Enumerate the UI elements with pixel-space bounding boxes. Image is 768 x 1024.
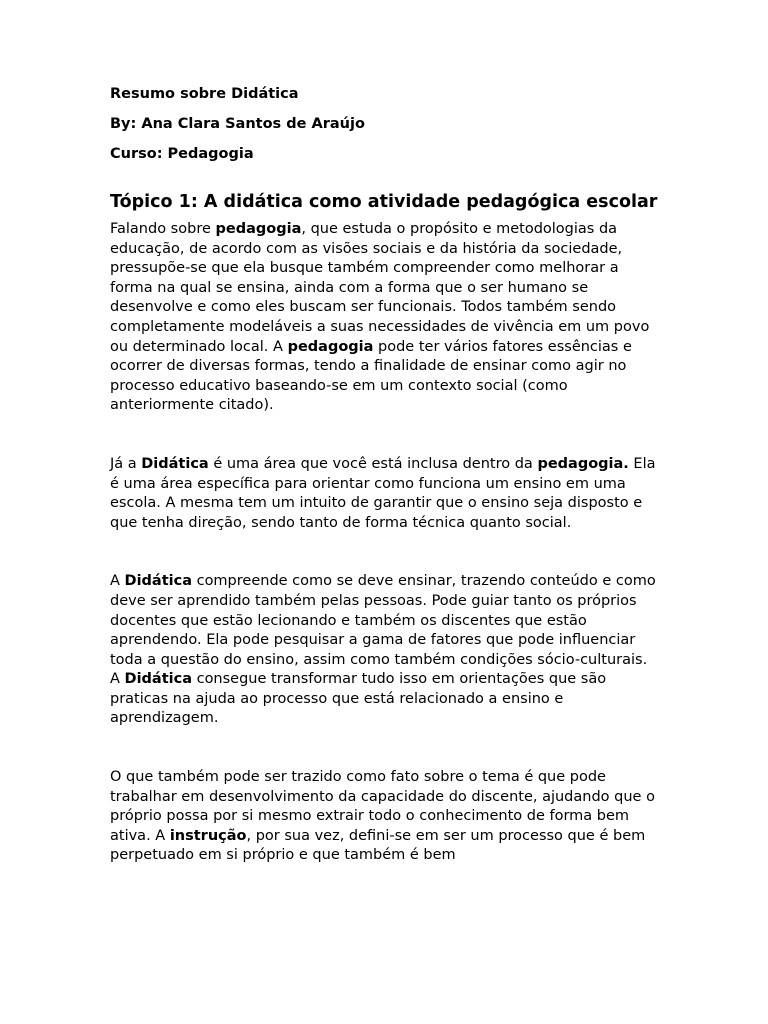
paragraph-text: pode ter vários fatores essências e ocorrer de diversas formas, tendo a finalidade de ensinar como agir no processo educativo baseando-se em um contexto social (como anteriormente citado). — [110, 338, 632, 414]
paragraph-2 — [110, 455, 660, 533]
topic-heading: Tópico 1: A didática como atividade pedagógica escolar — [110, 192, 658, 212]
bold-term: Didática — [124, 573, 192, 590]
bold-term: pedagogia — [287, 338, 374, 355]
document-course: Curso: Pedagogia — [110, 146, 254, 162]
paragraph-text: A — [110, 573, 125, 590]
paragraph-text: Já a — [110, 455, 142, 472]
paragraph-text: consegue transformar tudo isso em orientações que são praticas na ajuda ao processo que está relacionado a ensino e aprendizagem. — [110, 671, 607, 727]
paragraph-text: compreende como se deve ensinar, trazendo conteúdo e como deve ser aprendido também pelas pessoas. Pode guiar tanto os próprios docentes que estão lecionando e também os discentes que estão aprendendo. Ela pode pesquisar a gama de fatores que pode influenciar toda a questão do ensino, assim como também condições sócio-culturais. A — [110, 573, 656, 688]
document-title: Resumo sobre Didática — [110, 86, 299, 102]
paragraph-text: , por sua vez, defini-se em ser um processo que é bem perpetuado em si próprio e que também é bem — [110, 827, 646, 864]
paragraph-4 — [110, 768, 660, 866]
bold-term: pedagogia. — [537, 455, 629, 472]
bold-term: Didática — [124, 671, 192, 688]
paragraph-text: Falando sobre — [110, 221, 216, 237]
paragraph-text: , que estuda o propósito e metodologias da educação, de acordo com as visões sociais e da história da sociedade, pressupõe-se que ela busque também compreender como melhorar a forma na qual se ensina, ainda com a forma que o ser humano se desenvolve e como eles buscam ser funcionais. Todos também sendo completamente modeláveis a suas necessidades de vivência em um povo ou determinado local. A — [110, 221, 650, 355]
paragraph-text: é uma área que você está inclusa dentro da — [208, 455, 538, 472]
bold-term: pedagogia — [215, 221, 302, 237]
document-page — [110, 84, 660, 866]
paragraph-1 — [110, 220, 660, 416]
bold-term: instrução — [169, 827, 247, 844]
document-author: By: Ana Clara Santos de Araújo — [110, 116, 365, 132]
paragraph-text: Ela é uma área específica para orientar como funciona um ensino em uma escola. A mesma tem um intuito de garantir que o ensino seja disposto e que tenha direção, sendo tanto de forma técnica quanto social. — [110, 455, 656, 531]
paragraph-text: O que também pode ser trazido como fato sobre o tema é que pode trabalhar em desenvolvimento da capacidade do discente, ajudando que o próprio possa por si mesmo extrair todo o conhecimento de forma bem ativa. A — [110, 769, 655, 844]
bold-term: Didática — [141, 455, 209, 472]
paragraph-3 — [110, 572, 660, 729]
